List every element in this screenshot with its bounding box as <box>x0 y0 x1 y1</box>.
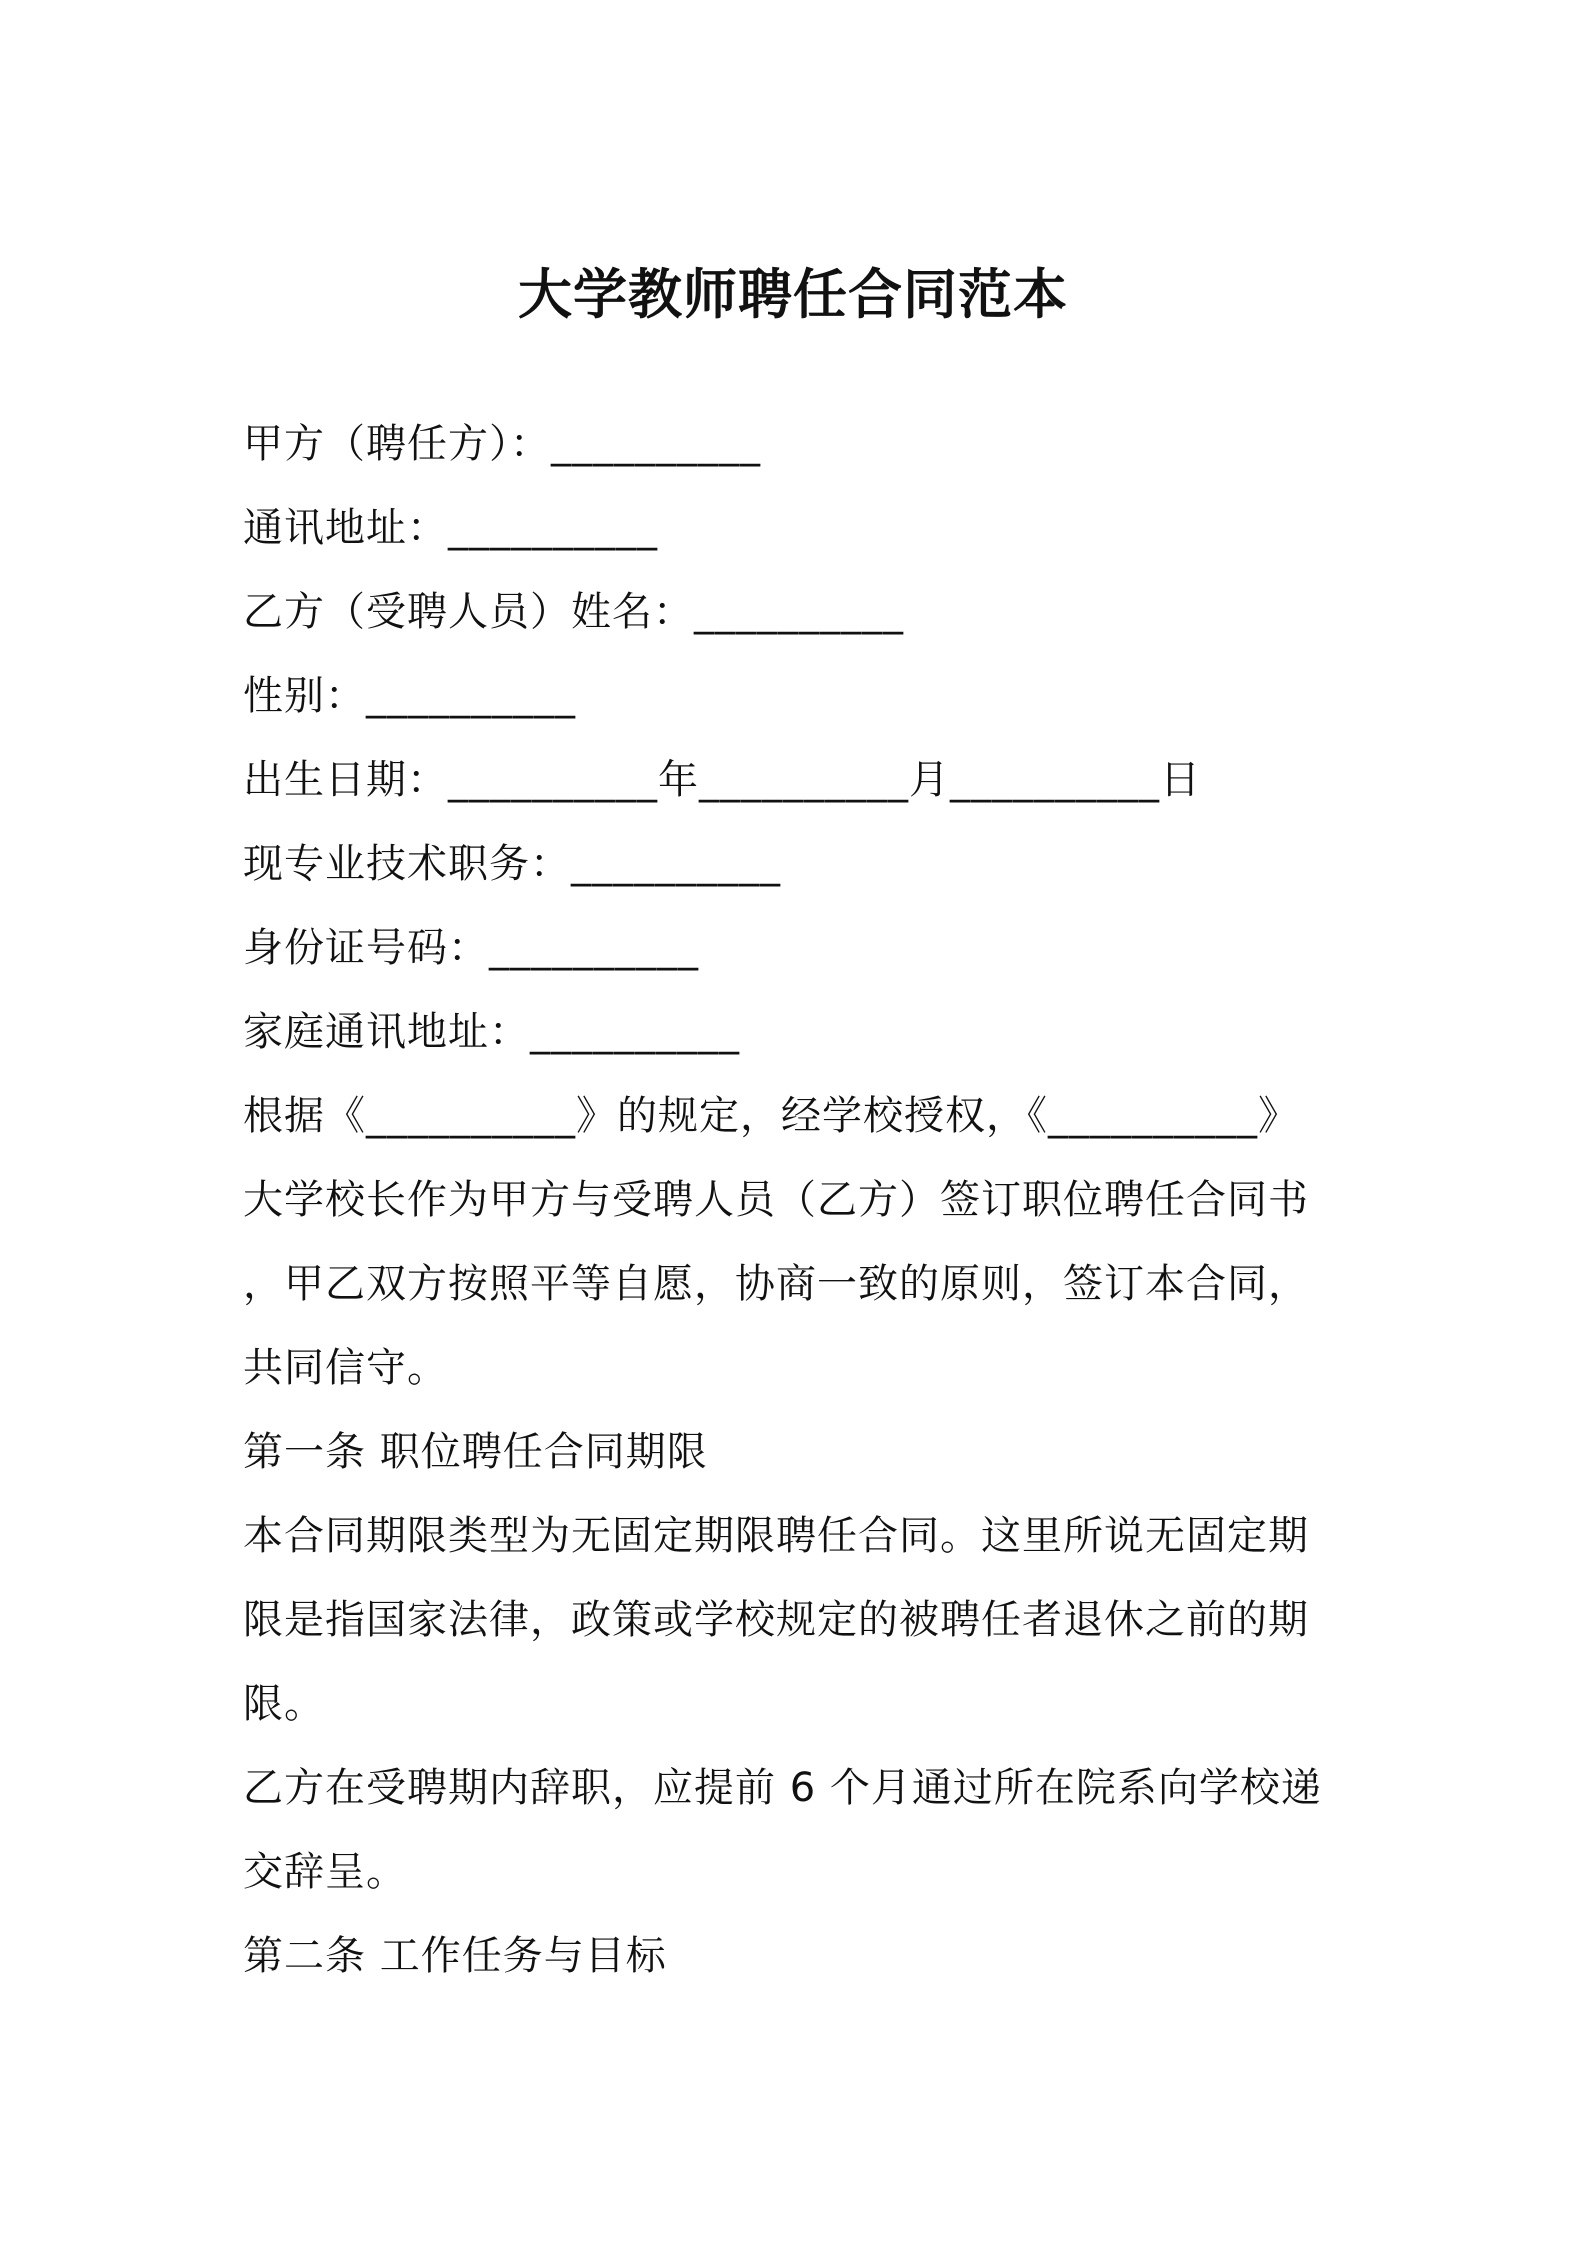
document-body <box>243 402 1353 1998</box>
article-1-text: 限是指国家法律，政策或学校规定的被聘任者退休之前的期 <box>243 1597 1309 1643</box>
field-professional-title: 现专业技术职务：__________ <box>243 841 781 887</box>
field-gender: 性别：__________ <box>243 673 576 719</box>
field-birth-date: 出生日期：__________年__________月__________日 <box>243 757 1201 803</box>
article-1-heading: 第一条 职位聘任合同期限 <box>243 1429 708 1475</box>
article-1-text: 限。 <box>243 1681 325 1727</box>
preamble-line: 共同信守。 <box>243 1345 448 1391</box>
field-id-number: 身份证号码：__________ <box>243 925 699 971</box>
field-party-b-name: 乙方（受聘人员）姓名：__________ <box>243 589 904 635</box>
preamble-line: ，甲乙双方按照平等自愿，协商一致的原则，签订本合同， <box>243 1261 1309 1307</box>
preamble-line: 大学校长作为甲方与受聘人员（乙方）签订职位聘任合同书 <box>243 1177 1309 1223</box>
document-title: 大学教师聘任合同范本 <box>518 263 1068 326</box>
article-1-text: 本合同期限类型为无固定期限聘任合同。这里所说无固定期 <box>243 1513 1309 1559</box>
field-party-a: 甲方（聘任方）：__________ <box>243 421 761 467</box>
field-address: 通讯地址：__________ <box>243 505 658 551</box>
article-1-text: 乙方在受聘期内辞职，应提前 6 个月通过所在院系向学校递 <box>243 1765 1322 1811</box>
article-2-heading: 第二条 工作任务与目标 <box>243 1933 667 1979</box>
preamble-line: 根据《__________》的规定，经学校授权，《__________》 <box>243 1093 1299 1139</box>
field-home-address: 家庭通讯地址：__________ <box>243 1009 740 1055</box>
article-1-text: 交辞呈。 <box>243 1849 407 1895</box>
